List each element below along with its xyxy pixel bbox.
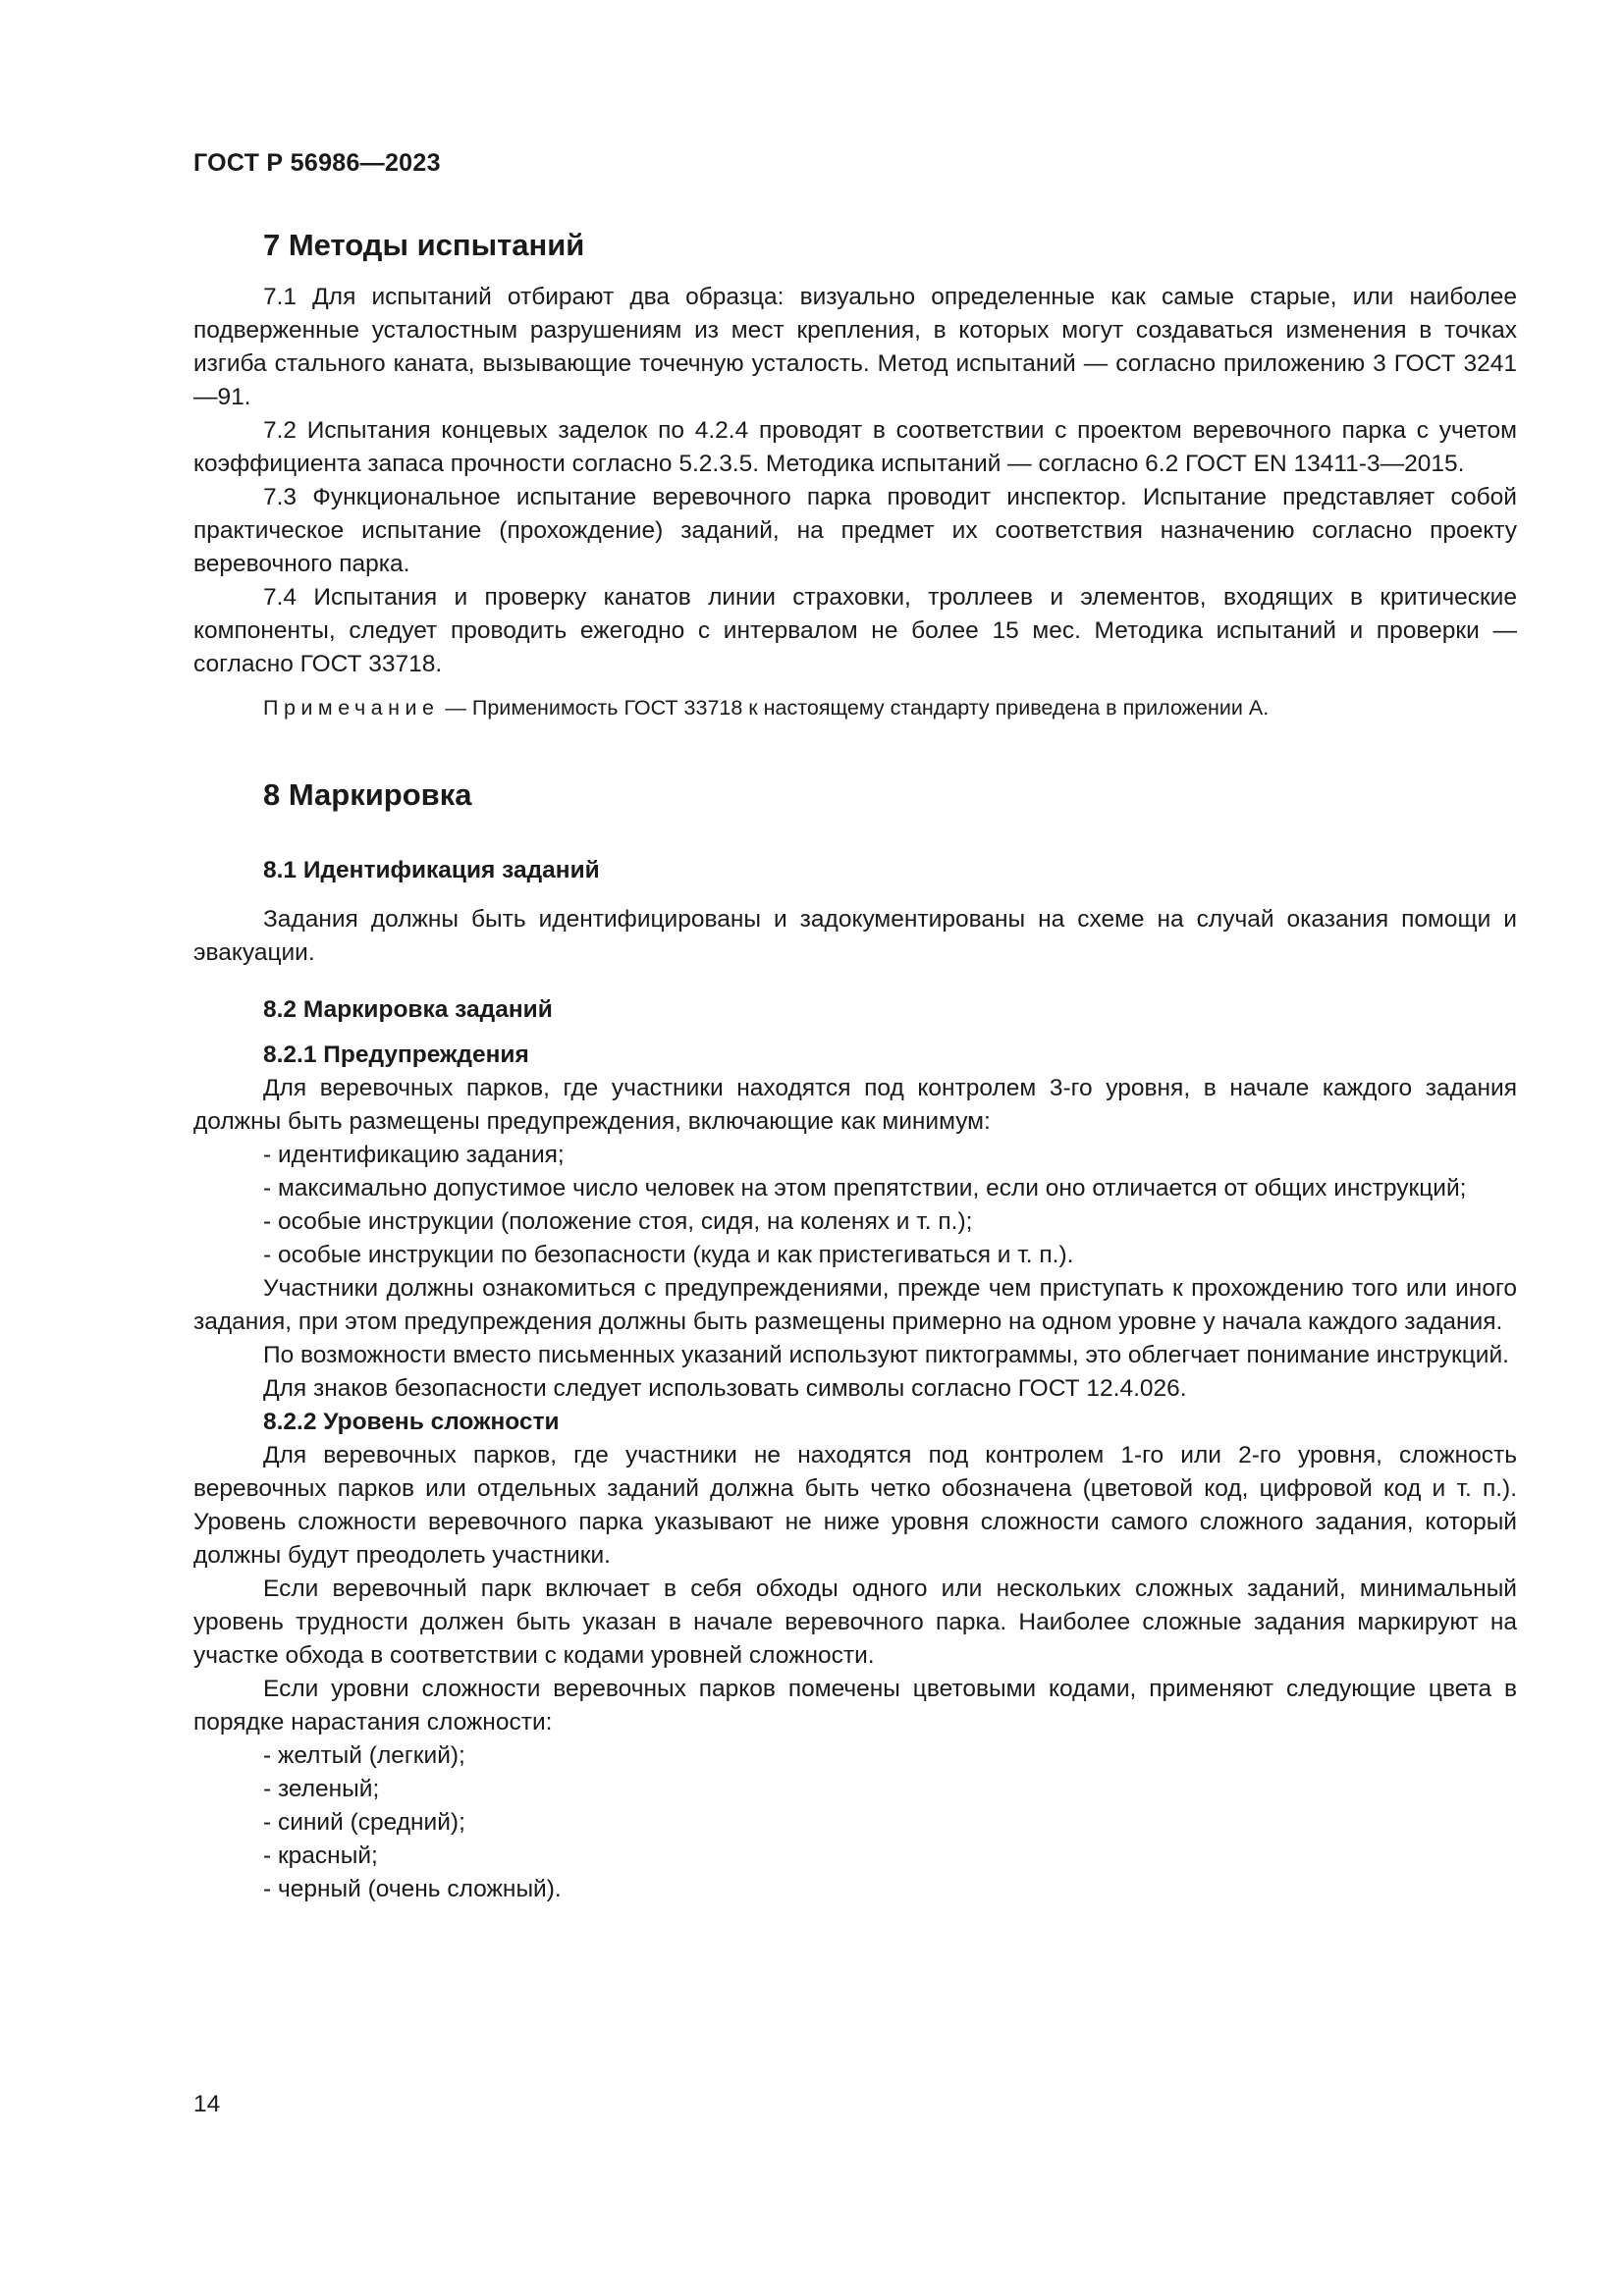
page-content [193, 224, 1517, 1906]
paragraph-8-2-2-p3: Если уровни сложности веревочных парков помечены цветовыми кодами, применяют следующие цвета в порядке нарастания сложности: [193, 1676, 1517, 1735]
paragraph-8-2-2-p1: Для веревочных парков, где участники не находятся под контролем 1-го или 2-го уровня, сложность веревочных парков или отдельных заданий должна быть четко обозначена (цветовой код, цифровой код и т. п.). Уровень сложности веревочного парка указывают не ниже уровня сложности самого сложного задания, который должны будут преодолеть участники. [193, 1442, 1517, 1569]
paragraph-7-1: 7.1 Для испытаний отбирают два образца: визуально определенные как самые старые, или наиболее подверженные усталостным разрушениям из мест крепления, в которых могут создаваться изменения в точках изгиба стального каната, вызывающие точечную усталость. Метод испытаний — согласно приложению 3 ГОСТ 3241—91. [193, 284, 1517, 410]
paragraph-7-3: 7.3 Функциональное испытание веревочного парка проводит инспектор. Испытание представляет собой практическое испытание (прохождение) заданий, на предмет их соответствия назначению согласно проекту веревочного парка. [193, 484, 1517, 577]
section-8-1-title: 8.1 Идентификация заданий [263, 857, 600, 883]
paragraph-8-2-2-p2: Если веревочный парк включает в себя обходы одного или нескольких сложных заданий, минимальный уровень трудности должен быть указан в начале веревочного парка. Наиболее сложные задания маркируют на участке обхода в соответствии с кодами уровней сложности. [193, 1575, 1517, 1669]
paragraph-7-2: 7.2 Испытания концевых заделок по 4.2.4 проводят в соответствии с проектом веревочного парка с учетом коэффициента запаса прочности согласно 5.2.3.5. Методика испытаний — согласно 6.2 ГОСТ EN 13411-3—2015. [193, 417, 1517, 477]
list-item: - черный (очень сложный). [263, 1876, 562, 1902]
list-item: - идентификацию задания; [263, 1142, 565, 1168]
paragraph-7-4: 7.4 Испытания и проверку канатов линии страховки, троллеев и элементов, входящих в критические компоненты, следует проводить ежегодно с интервалом не более 15 мес. Методика испытаний и проверки — согласно ГОСТ 33718. [193, 584, 1517, 677]
list-item: - желтый (легкий); [263, 1742, 465, 1769]
section-8-title: 8 Маркировка [263, 777, 472, 812]
list-item: - особые инструкции по безопасности (куда и как пристегиваться и т. п.). [263, 1242, 1074, 1268]
paragraph-8-2-1-intro: Для веревочных парков, где участники находятся под контролем 3-го уровня, в начале каждого задания должны быть размещены предупреждения, включающие как минимум: [193, 1075, 1517, 1135]
section-7-title: 7 Методы испытаний [263, 228, 585, 262]
list-item: - зеленый; [263, 1776, 380, 1802]
paragraph-8-1: Задания должны быть идентифицированы и задокументированы на схеме на случай оказания помощи и эвакуации. [193, 906, 1517, 966]
note-label: Примечание [263, 696, 440, 720]
list-item: - синий (средний); [263, 1809, 465, 1836]
note [193, 693, 1517, 722]
paragraph-8-2-1-p2: Участники должны ознакомиться с предупреждениями, прежде чем приступать к прохождению того или иного задания, при этом предупреждения должны быть размещены примерно на одном уровне у начала каждого задания. [193, 1275, 1517, 1335]
list-item: - особые инструкции (положение стоя, сидя, на коленях и т. п.); [263, 1208, 973, 1235]
list-item: - максимально допустимое число человек на этом препятствии, если оно отличается от общих инструкций; [263, 1175, 1467, 1201]
note-text: — Применимость ГОСТ 33718 к настоящему стандарту приведена в приложении А. [439, 696, 1270, 720]
page-number: 14 [193, 2091, 221, 2117]
section-8-2-1-title: 8.2.1 Предупреждения [263, 1041, 529, 1068]
section-8-2-2-title: 8.2.2 Уровень сложности [263, 1409, 560, 1435]
section-8-2-title: 8.2 Маркировка заданий [263, 996, 553, 1023]
paragraph-8-2-1-p4: Для знаков безопасности следует использовать символы согласно ГОСТ 12.4.026. [263, 1375, 1187, 1402]
document-header: ГОСТ Р 56986—2023 [193, 149, 441, 177]
paragraph-8-2-1-p3: По возможности вместо письменных указаний используют пиктограммы, это облегчает понимание инструкций. [263, 1342, 1509, 1368]
list-item: - красный; [263, 1842, 378, 1869]
